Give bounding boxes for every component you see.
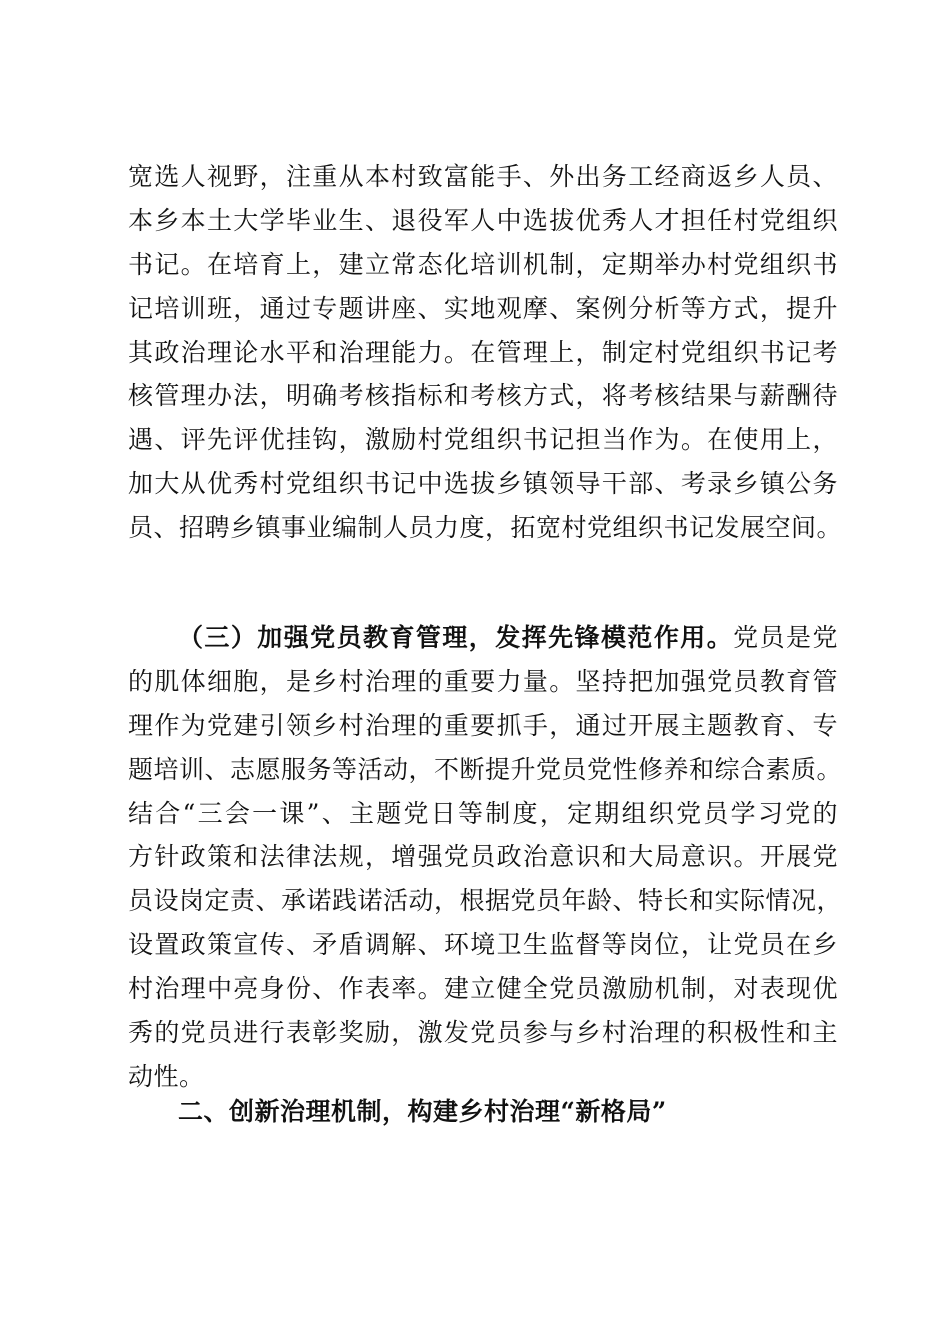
paragraph-line: 方针政策和法律法规，增强党员政治意识和大局意识。开展党 [128,842,838,872]
paragraph-line: 遇、评先评优挂钩，激励村党组织书记担当作为。在使用上， [128,425,838,455]
paragraph-line: 秀的党员进行表彰奖励，激发党员参与乡村治理的积极性和主 [128,1018,838,1048]
paragraph-1 [128,155,843,550]
paragraph-line: 的肌体细胞，是乡村治理的重要力量。坚持把加强党员教育管 [128,666,838,696]
paragraph-line: 员设岗定责、承诺践诺活动，根据党员年龄、特长和实际情况， [128,886,843,916]
paragraph-line: 题培训、志愿服务等活动，不断提升党员党性修养和综合素质。 [128,754,843,784]
paragraph-line: 加大从优秀村党组织书记中选拔乡镇领导干部、考录乡镇公务 [128,469,838,499]
paragraph-line: 书记。在培育上，建立常态化培训机制，定期举办村党组织书 [128,249,838,279]
paragraph-2 [128,616,843,1099]
paragraph-line: 其政治理论水平和治理能力。在管理上，制定村党组织书记考 [128,337,838,367]
paragraph-line: 结合“三会一课”、主题党日等制度，定期组织党员学习党的 [128,798,838,828]
paragraph-line: 理作为党建引领乡村治理的重要抓手，通过开展主题教育、专 [128,710,838,740]
paragraph-first-line [128,616,838,660]
paragraph-line-rest: 党员是党 [733,623,838,652]
paragraph-line: 村治理中亮身份、作表率。建立健全党员激励机制，对表现优 [128,974,838,1004]
paragraph-line: 动性。 [128,1061,205,1091]
paragraph-line: 宽选人视野，注重从本村致富能手、外出务工经商返乡人员、 [128,162,838,191]
subsection-heading: （三）加强党员教育管理，发挥先锋模范作用。 [178,623,734,652]
paragraph-line: 设置政策宣传、矛盾调解、环境卫生监督等岗位，让党员在乡 [128,930,838,960]
section-heading: 二、创新治理机制，构建乡村治理“新格局” [178,1097,667,1126]
paragraph-line: 核管理办法，明确考核指标和考核方式，将考核结果与薪酬待 [128,381,838,411]
paragraph-line: 本乡本土大学毕业生、退役军人中选拔优秀人才担任村党组织 [128,205,838,235]
paragraph-line: 员、招聘乡镇事业编制人员力度，拓宽村党组织书记发展空间。 [128,513,843,543]
paragraph-line: 记培训班，通过专题讲座、实地观摩、案例分析等方式，提升 [128,293,838,323]
